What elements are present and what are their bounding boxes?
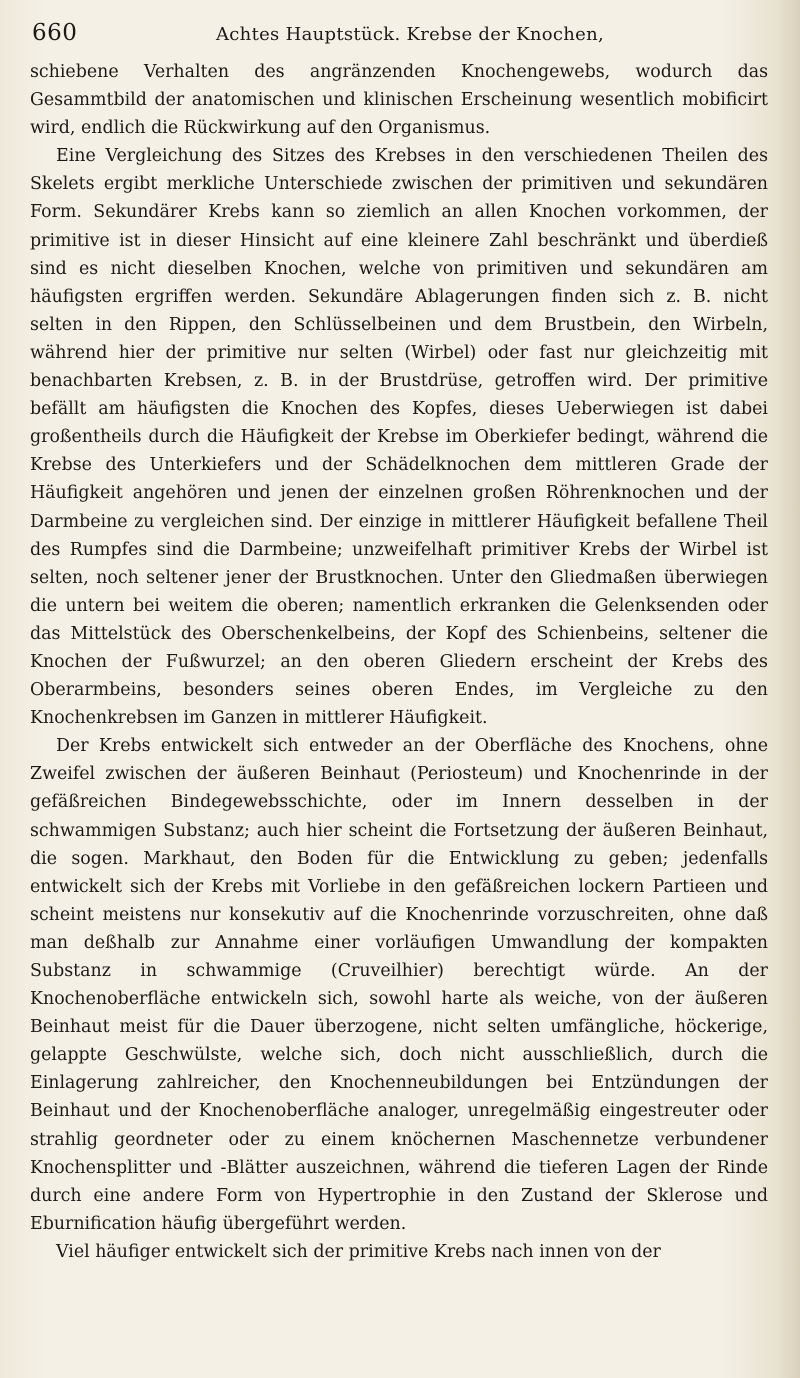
paragraph-development: Der Krebs entwickelt sich entweder an der Oberfläche des Knochens, ohne Zweifel zwischen der äußeren Beinhaut (Periosteum) und Knochenrinde in der gefäßreichen Bindegewebsschichte, oder im Innern desselben in der schwammigen Substanz; auch hier scheint die Fortsetzung der äußeren Beinhaut, die sogen. Markhaut, den Boden für die Entwicklung zu geben; jedenfalls entwickelt sich der Krebs mit Vorliebe in den gefäßreichen lockern Partieen und scheint meistens nur konsekutiv auf die Knochenrinde vorzuschreiten, ohne daß man deßhalb zur Annahme einer vorläufigen Umwandlung der kompakten Substanz in schwammige (Cruveilhier) berechtigt würde. An der Knochenoberfläche entwickeln sich, sowohl harte als weiche, von der äußeren Beinhaut meist für die Dauer überzogene, nicht selten umfängliche, höckerige, gelappte Geschwülste, welche sich, doch nicht ausschließlich, durch die Einlagerung zahlreicher, den Knochenneubildungen bei Entzündungen der Beinhaut und der Knochenoberfläche analoger, unregelmäßig eingestreuter oder strahlig geordneter oder zu einem knöchernen Maschennetze verbundener Knochensplitter und -Blätter auszeichnen, während die tieferen Lagen der Rinde durch eine andere Form von Hypertrophie in den Zustand der Sklerose und Eburnification häufig übergeführt werden.: [30, 736, 768, 1234]
paragraph-continuation: schiebene Verhalten des angränzenden Knochengewebs, wodurch das Gesammtbild der anatomischen und klinischen Erscheinung wesentlich mobificirt wird, endlich die Rückwirkung auf den Organismus.: [30, 62, 768, 139]
running-head: Achtes Hauptstück. Krebse der Knochen,: [216, 24, 605, 45]
page-number: 660: [32, 20, 78, 46]
paragraph-skeleton-comparison: Eine Vergleichung des Sitzes des Krebses in den verschiedenen Theilen des Skelets ergibt merkliche Unterschiede zwischen der primitiven und sekundären Form. Sekundärer Krebs kann so ziemlich an allen Knochen vorkommen, der primitive ist in dieser Hinsicht auf eine kleinere Zahl beschränkt und überdieß sind es nicht dieselben Knochen, welche von primitiven und sekundären am häufigsten ergriffen werden. Sekundäre Ablagerungen finden sich z. B. nicht selten in den Rippen, den Schlüsselbeinen und dem Brustbein, den Wirbeln, während hier der primitive nur selten (Wirbel) oder fast nur gleichzeitig mit benachbarten Krebsen, z. B. in der Brustdrüse, getroffen wird. Der primitive befällt am häufigsten die Knochen des Kopfes, dieses Ueberwiegen ist dabei großentheils durch die Häufigkeit der Krebse im Oberkiefer bedingt, während die Krebse des Unterkiefers und der Schädelknochen dem mittleren Grade der Häufigkeit angehören und jenen der einzelnen großen Röhrenknochen und der Darmbeine zu vergleichen sind. Der einzige in mittlerer Häufigkeit befallene Theil des Rumpfes sind die Darmbeine; unzweifelhaft primitiver Krebs der Wirbel ist selten, noch seltener jener der Brustknochen. Unter den Gliedmaßen überwiegen die untern bei weitem die oberen; namentlich erkranken die Gelenksenden oder das Mittelstück des Oberschenkelbeins, der Kopf des Schienbeins, seltener die Knochen der Fußwurzel; an den oberen Gliedern erscheint der Krebs des Oberarmbeins, besonders seines oberen Endes, im Vergleiche zu den Knochenkrebsen im Ganzen in mittlerer Häufigkeit.: [30, 146, 768, 729]
paragraph-primitive-inner: Viel häufiger entwickelt sich der primitive Krebs nach innen von der: [56, 1241, 661, 1262]
page-header: [26, 18, 766, 54]
body-text: [30, 58, 768, 1266]
